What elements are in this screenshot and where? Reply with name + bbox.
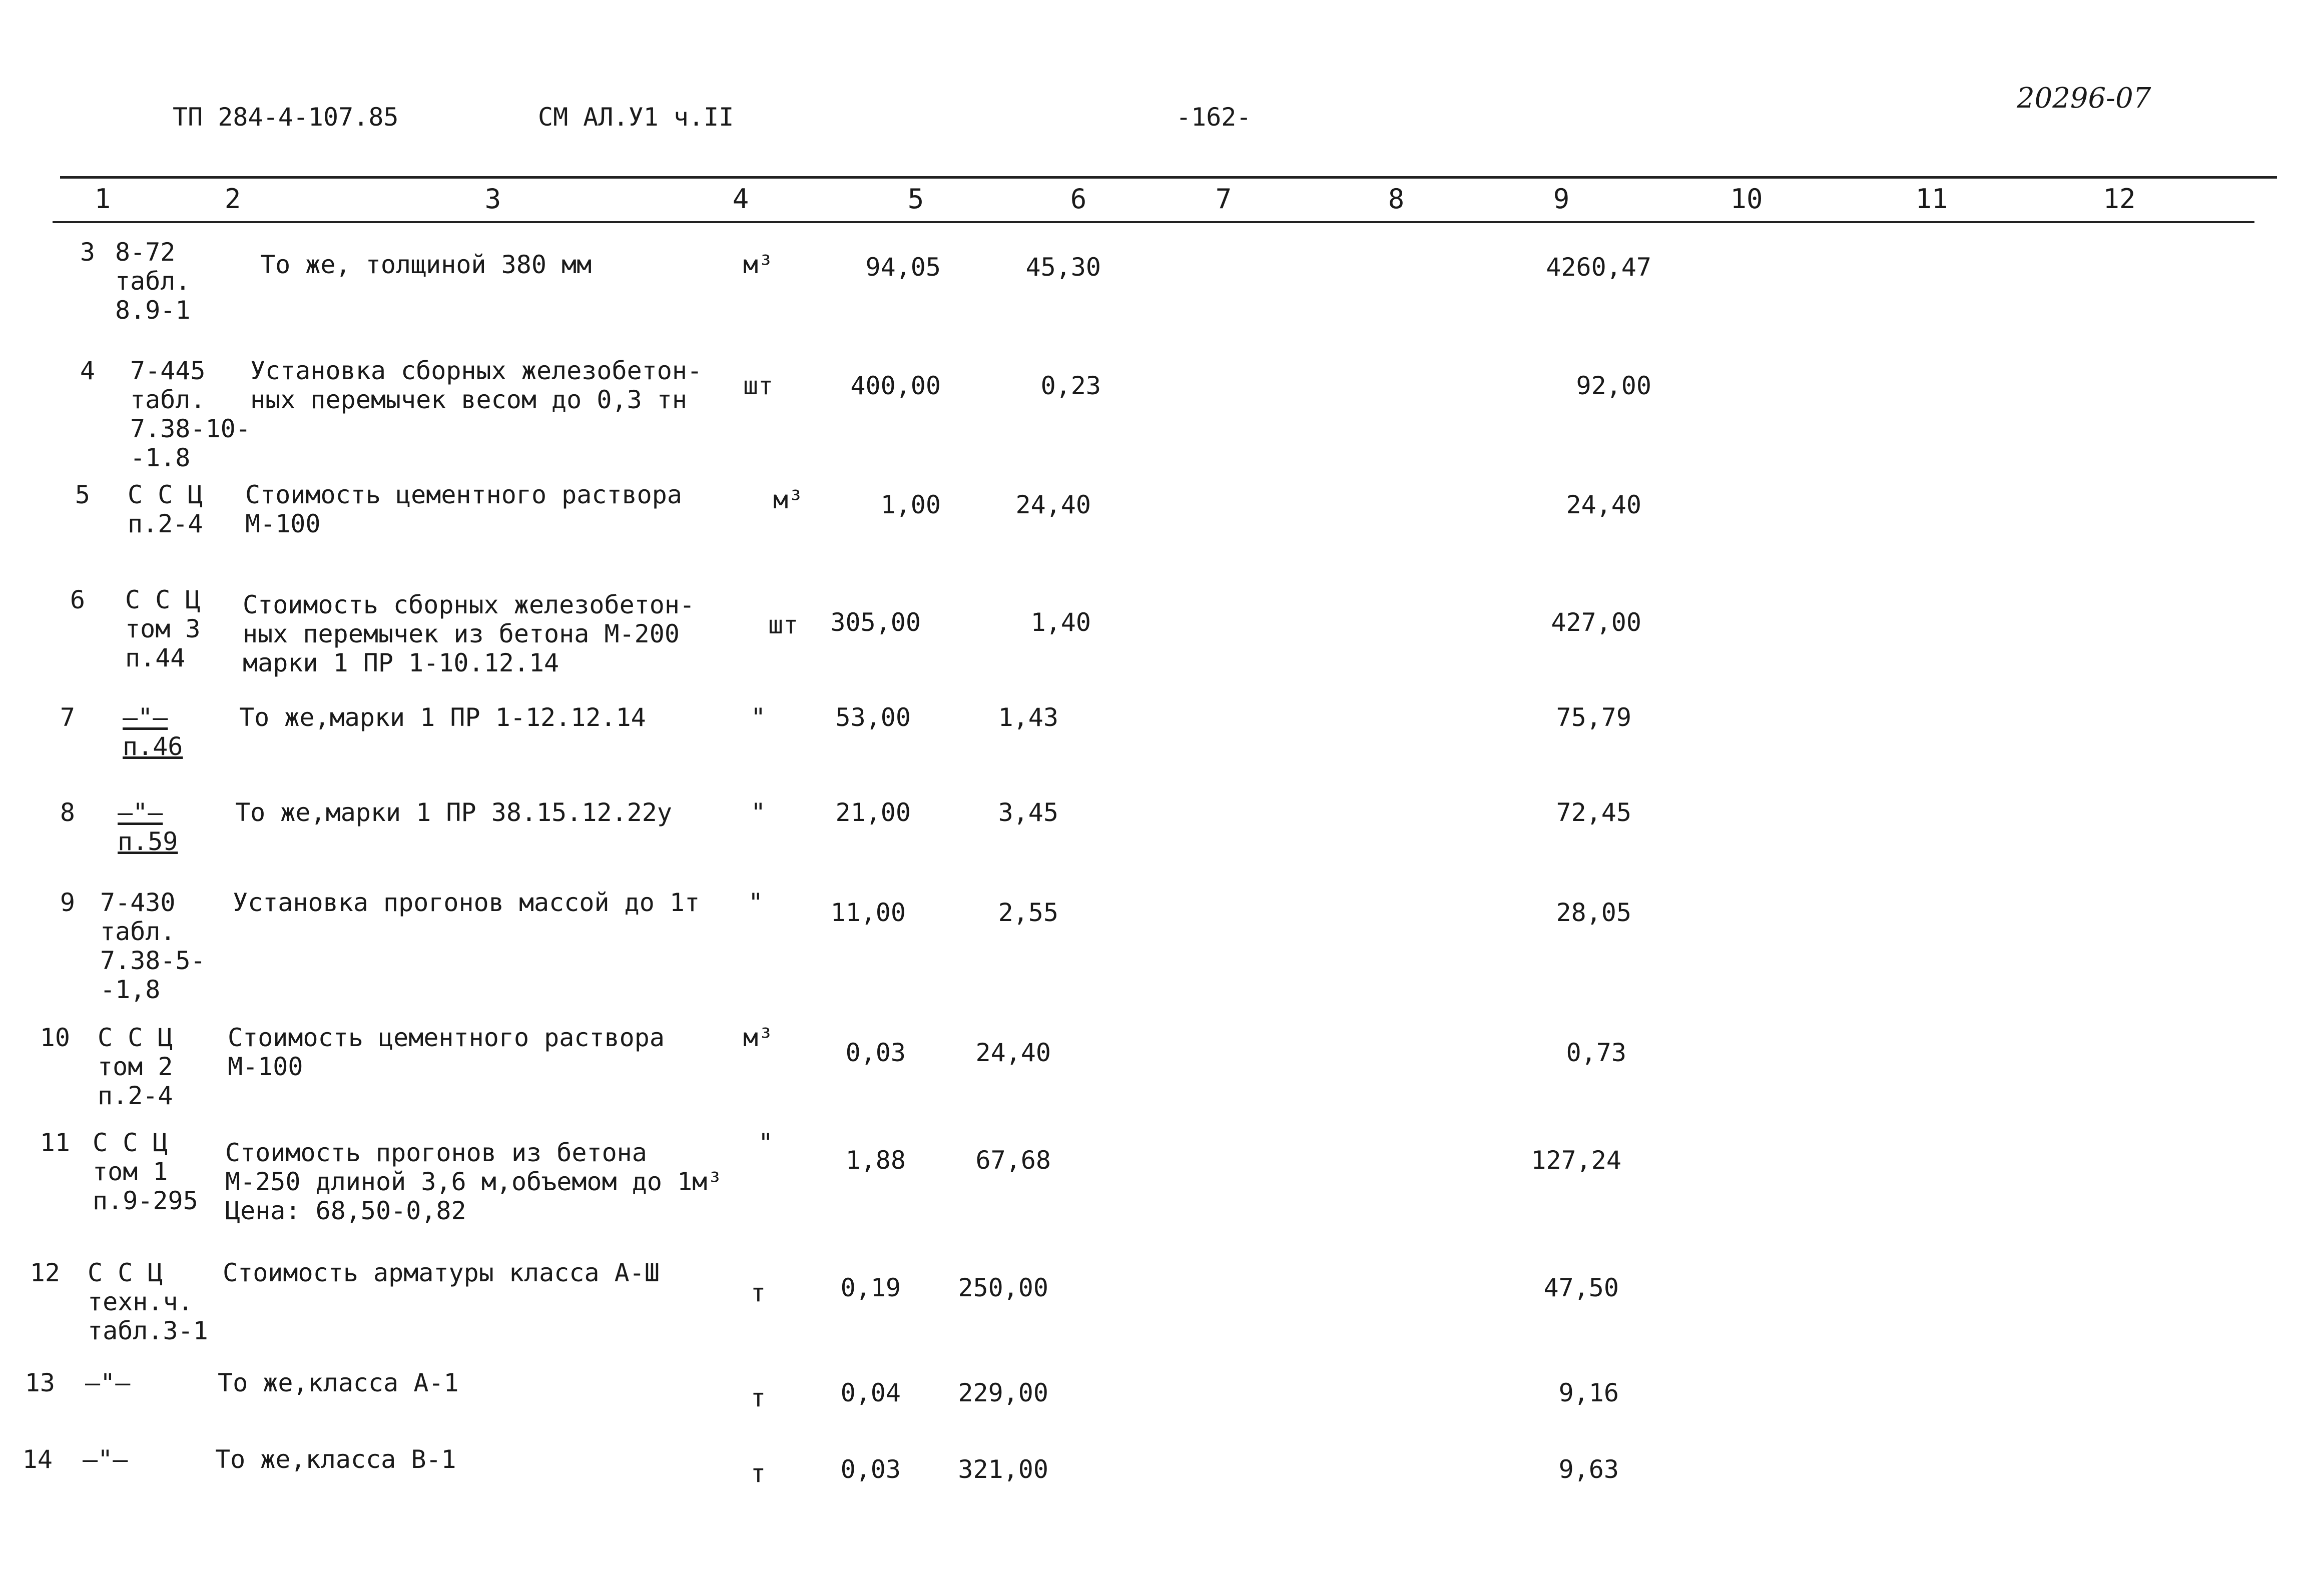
unit: м³ [743, 1023, 774, 1052]
quantity: 53,00 [835, 703, 911, 732]
total-cost: 4260,47 [1546, 253, 1651, 282]
unit: " [758, 1128, 774, 1157]
unit-price: 1,40 [1030, 608, 1091, 637]
total-cost: 9,16 [1558, 1378, 1619, 1407]
unit: " [748, 888, 764, 917]
col-number-1: 1 [94, 183, 111, 215]
quantity: 0,19 [840, 1273, 901, 1302]
work-description: То же, толщиной 380 мм [260, 250, 592, 279]
row-number: 6 [70, 585, 85, 614]
col-number-9: 9 [1553, 183, 1570, 215]
unit-price: 45,30 [1025, 253, 1101, 282]
col-number-4: 4 [732, 183, 749, 215]
work-description: Стоимость прогонов из бетона М-250 длиной 3,6 м,объемом до 1м³ Цена: 68,50-0,82 [225, 1138, 723, 1225]
total-cost: 92,00 [1576, 371, 1651, 400]
unit-price: 3,45 [998, 798, 1058, 827]
unit-price: 67,68 [975, 1146, 1051, 1175]
unit-price: 0,23 [1040, 371, 1101, 400]
work-description: Стоимость цементного раствора М-100 [245, 480, 682, 538]
work-description: Установка сборных железобетон- ных перемычек весом до 0,3 тн [250, 356, 703, 414]
total-cost: 28,05 [1556, 898, 1631, 927]
work-description: То же,марки 1 ПР 38.15.12.22у [235, 798, 672, 827]
total-cost: 47,50 [1543, 1273, 1619, 1302]
row-number: 9 [60, 888, 75, 917]
unit-price: 321,00 [958, 1455, 1048, 1484]
total-cost: 127,24 [1531, 1146, 1621, 1175]
row-number: 7 [60, 703, 75, 732]
col-number-12: 12 [2103, 183, 2136, 215]
page-number: -162- [1176, 103, 1252, 132]
row-number: 5 [75, 480, 90, 509]
unit-price: 2,55 [998, 898, 1058, 927]
work-description: Стоимость арматуры класса А-Ш [223, 1258, 660, 1287]
unit-price: 229,00 [958, 1378, 1048, 1407]
quantity: 1,00 [880, 490, 941, 519]
row-number: 12 [30, 1258, 60, 1287]
unit: " [750, 703, 766, 732]
norm-reference: —"— п.46 [123, 703, 183, 761]
col-number-11: 11 [1915, 183, 1948, 215]
row-number: 14 [22, 1445, 53, 1474]
quantity: 11,00 [830, 898, 906, 927]
row-number: 13 [25, 1368, 55, 1397]
unit: т [750, 1459, 766, 1488]
row-number: 10 [40, 1023, 70, 1052]
unit: м³ [773, 485, 804, 514]
row-number: 11 [40, 1128, 70, 1157]
archive-number: 20296-07 [2017, 82, 2151, 115]
unit: т [750, 1383, 766, 1412]
norm-reference: 8-72 табл. 8.9-1 [115, 238, 191, 325]
col-number-7: 7 [1215, 183, 1232, 215]
quantity: 0,03 [840, 1455, 901, 1484]
row-number: 3 [80, 238, 95, 267]
norm-reference: С С Ц том 2 п.2-4 [98, 1023, 173, 1110]
quantity: 21,00 [835, 798, 911, 827]
total-cost: 0,73 [1566, 1038, 1626, 1067]
row-number: 8 [60, 798, 75, 827]
col-number-6: 6 [1070, 183, 1087, 215]
col-number-2: 2 [224, 183, 241, 215]
work-description: То же,класса В-1 [215, 1445, 456, 1474]
norm-reference: 7-445 табл. 7.38-10- -1.8 [130, 356, 251, 472]
work-description: То же,класса А-1 [218, 1368, 459, 1397]
total-cost: 72,45 [1556, 798, 1631, 827]
unit: т [750, 1278, 766, 1307]
norm-reference: С С Ц том 3 п.44 [125, 585, 201, 672]
row-number: 4 [80, 356, 95, 385]
norm-reference: —"— [83, 1445, 128, 1474]
unit-price: 1,43 [998, 703, 1058, 732]
norm-reference: 7-430 табл. 7.38-5- -1,8 [100, 888, 206, 1004]
work-description: То же,марки 1 ПР 1-12.12.14 [239, 703, 646, 732]
unit-price: 24,40 [975, 1038, 1051, 1067]
col-number-5: 5 [907, 183, 924, 215]
unit: м³ [743, 250, 774, 279]
total-cost: 24,40 [1566, 490, 1641, 519]
unit: шт [768, 610, 799, 639]
total-cost: 9,63 [1558, 1455, 1619, 1484]
norm-reference: С С Ц п.2-4 [128, 480, 203, 538]
work-description: Установка прогонов массой до 1т [233, 888, 700, 917]
unit: " [750, 798, 766, 827]
section-code: СМ АЛ.У1 ч.II [538, 103, 734, 132]
unit: шт [743, 371, 774, 400]
quantity: 0,03 [845, 1038, 906, 1067]
norm-reference: С С Ц том 1 п.9-295 [93, 1128, 198, 1215]
col-number-10: 10 [1730, 183, 1763, 215]
total-cost: 75,79 [1556, 703, 1631, 732]
norm-reference: С С Ц техн.ч. табл.3-1 [88, 1258, 208, 1345]
header-rule [53, 221, 2254, 223]
quantity: 400,00 [850, 371, 941, 400]
work-description: Стоимость цементного раствора М-100 [228, 1023, 665, 1081]
top-rule [60, 176, 2277, 179]
quantity: 1,88 [845, 1146, 906, 1175]
unit-price: 250,00 [958, 1273, 1048, 1302]
doc-code: ТП 284-4-107.85 [173, 103, 399, 132]
col-number-3: 3 [484, 183, 501, 215]
norm-reference: —"— п.59 [118, 798, 178, 856]
unit-price: 24,40 [1015, 490, 1091, 519]
norm-reference: —"— [85, 1368, 131, 1397]
quantity: 305,00 [830, 608, 921, 637]
total-cost: 427,00 [1551, 608, 1641, 637]
quantity: 0,04 [840, 1378, 901, 1407]
work-description: Стоимость сборных железобетон- ных перемычек из бетона М-200 марки 1 ПР 1-10.12.14 [243, 590, 695, 677]
quantity: 94,05 [865, 253, 941, 282]
col-number-8: 8 [1388, 183, 1405, 215]
